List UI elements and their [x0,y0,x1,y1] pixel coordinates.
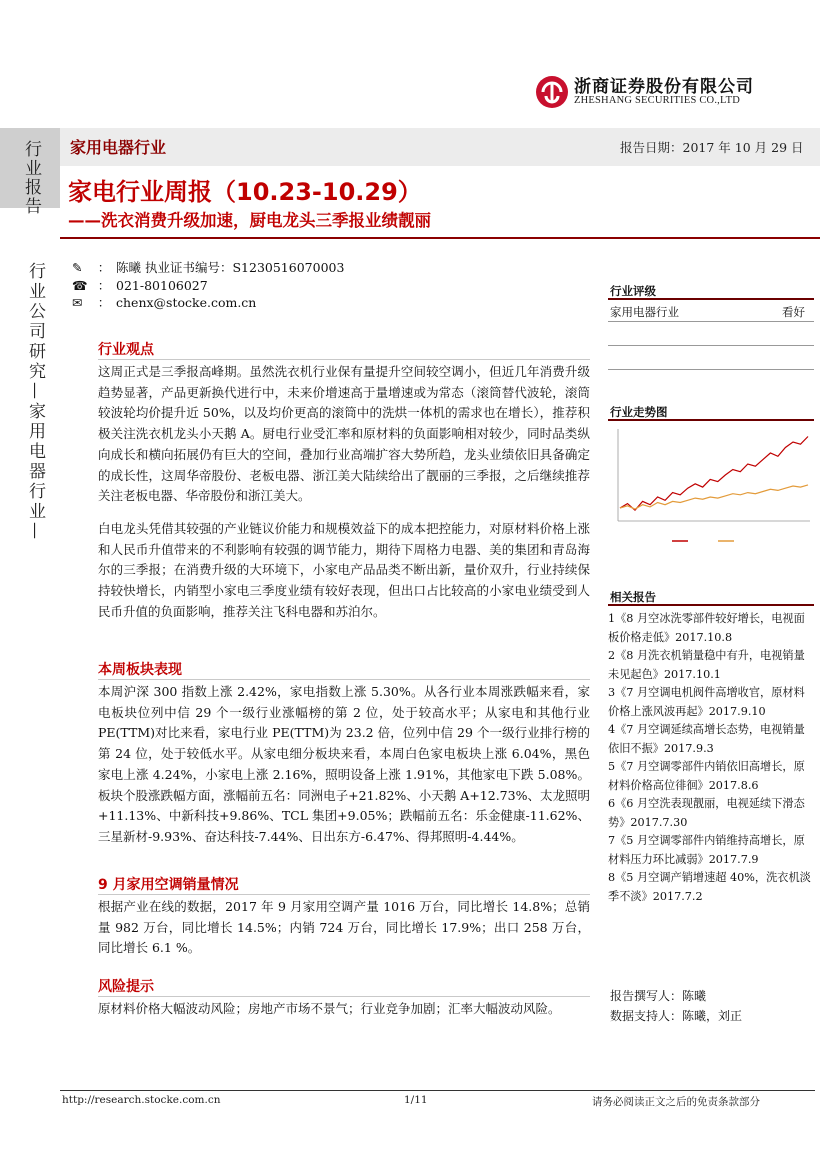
sector-paragraph: 本周沪深 300 指数上涨 2.42%，家电指数上涨 5.30%。从各行业本周涨跌幅来看，家电板块位列中信 29 个一级行业涨幅榜的第 2 位，处于较高水平；从家电和其他行业 PE(TTM)对比来看，家电行业 PE(TTM)为 23.2 倍，位列中信 29 个一级行业排行榜的第 24 位，处于较低水平。从家电细分板块来看，本周白色家电板块上涨 6.04%，黑色家电上涨 4.24%，小家电上涨 2.16%，照明设备上涨 1.91%，其他家电下跌 5.08%。板块个股涨跌幅方面，涨幅前五名：同洲电子+21.82%、小天鹅 A+12.73%、太龙照明+11.13%、中新科技+9.86%、TCL 集团+9.05%；跌幅前五名：乐金健康-11.62%、三星新材-9.93%、奋达科技-7.44%、日出东方-6.47%、得邦照明-4.44%。 [98,684,590,844]
industry-name: 家用电器行业 [70,138,167,157]
analyst-name-row: ✎ ： 陈曦 执业证书编号：S1230516070003 [72,260,345,275]
report-writer: 报告撰写人：陈曦 [610,989,707,1003]
rating-row-divider [608,369,814,370]
trend-chart [610,425,815,550]
analyst-phone: 021-80106027 [116,278,208,293]
person-icon: ✎ [72,260,83,275]
rating-value: 看好 [782,305,805,319]
series-line-index [620,485,808,509]
ac-paragraph: 根据产业在线的数据，2017 年 9 月家用空调产量 1016 万台，同比增长 14.8%；总销量 982 万台，同比增长 14.5%；内销 724 万台，同比增长 17.9%；出口 258 万台，同比增长 6.1 %。 [98,899,590,956]
related-heading: 相关报告 [610,590,656,604]
section-heading-ac: 9 月家用空调销量情况 [98,877,239,893]
mail-icon: ✉ [72,295,83,310]
view-paragraph-2: 白电龙头凭借其较强的产业链议价能力和规模效益下的成本把控能力，对原材料价格上涨和人民币升值带来的不利影响有较强的调节能力，期待下周格力电器、美的集团和青岛海尔的三季报；在消费升级的大环境下，小家电产品品类不断出新，量价双升，行业持续保持较快增长，内销型小家电三季度业绩有较好表现，但出口占比较高的小家电业绩受到人民币升值的负面影响，推荐关注飞科电器和苏泊尔。 [98,521,590,619]
rating-industry: 家用电器行业 [610,305,679,319]
related-item[interactable]: 6《6 月空洗表现靓丽，电视延续下滑态势》2017.7.30 [608,797,805,829]
view-paragraph-1: 这周正式是三季报高峰期。虽然洗衣机行业保有量提升空间较空调小，但近几年消费升级趋势显著，产品更新换代进行中，未来价增速高于量增速或为常态（滚筒替代波轮，滚筒较波轮均价提升近 50%，以及均价更高的滚筒中的洗烘一体机的需求也在增长），推荐积极关注洗衣机龙头小天鹅 A。厨电行业受汇率和原材料的负面影响相对较少，同时品类纵向成长和横向拓展仍有巨大的空间，叠加行业高端扩容大势所趋，龙头业绩依旧具备确定的成长性，这周华帝股份、老板电器、浙江美大陆续给出了靓丽的三季报，之后继续推荐关注老板电器、华帝股份和浙江美大。 [98,364,590,504]
related-item[interactable]: 3《7 月空调电机阀件高增收官，原材料价格上涨风波再起》2017.9.10 [608,686,805,718]
section-divider [98,894,590,895]
related-item[interactable]: 2《8 月洗衣机销量稳中有升，电视销量未见起色》2017.10.1 [608,649,805,681]
rating-row-divider [608,345,814,346]
side-top-label: 行业报告 [21,140,41,216]
report-date: 报告日期：2017 年 10 月 29 日 [620,140,804,155]
page-title: 家电行业周报（10.23-10.29） [68,178,422,206]
trend-divider [608,419,814,421]
side-bottom-label: 行业公司研究—家用电器行业— [25,262,45,542]
related-item[interactable]: 7《5 月空调零部件内销维持高增长，原材料压力环比减弱》2017.7.9 [608,834,805,866]
section-heading-sector: 本周板块表现 [98,662,182,678]
rating-heading: 行业评级 [610,284,656,298]
company-logo [534,72,774,112]
section-divider [98,359,590,360]
analyst-email-row: ✉ ： chenx@stocke.com.cn [72,295,257,310]
trend-heading: 行业走势图 [610,405,668,419]
data-support: 数据支持人：陈曦，刘正 [610,1009,743,1023]
analyst-phone-row: ☎ ： 021-80106027 [72,278,208,293]
rating-row-divider [608,321,814,322]
logo-name-cn: 浙商证券股份有限公司 [574,77,754,97]
logo-name-en: ZHESHANG SECURITIES CO.,LTD [574,95,741,106]
section-heading-view: 行业观点 [98,342,154,358]
section-divider [98,996,590,997]
related-item[interactable]: 4《7 月空调延续高增长态势，电视销量依旧不振》2017.9.3 [608,723,805,755]
footer-divider [60,1090,815,1091]
related-list [608,610,814,906]
related-divider [608,604,814,606]
rating-divider [608,298,814,300]
related-item[interactable]: 8《5 月空调产销增速超 40%，洗衣机淡季不淡》2017.7.2 [608,871,811,903]
analyst-email[interactable]: chenx@stocke.com.cn [116,295,257,310]
related-item[interactable]: 1《8 月空冰洗零部件较好增长，电视面板价格走低》2017.10.8 [608,612,805,644]
disclaimer-note: 请务必阅读正文之后的免责条款部分 [592,1096,760,1108]
title-divider [60,237,820,239]
logo-mark-icon [534,74,570,110]
section-heading-risk: 风险提示 [98,979,154,995]
series-line-industry [620,437,808,511]
footer-url-link[interactable]: http://research.stocke.com.cn [62,1094,221,1106]
risk-paragraph: 原材料价格大幅波动风险；房地产市场不景气；行业竞争加剧；汇率大幅波动风险。 [98,1001,561,1016]
analyst-name: 陈曦 执业证书编号：S1230516070003 [116,260,345,275]
section-divider [98,679,590,680]
page-number: 1/11 [404,1094,428,1106]
phone-icon: ☎ [72,278,88,293]
page-subtitle: ——洗衣消费升级加速，厨电龙头三季报业绩靓丽 [68,211,431,230]
related-item[interactable]: 5《7 月空调零部件内销依旧高增长，原材料价格高位徘徊》2017.8.6 [608,760,805,792]
